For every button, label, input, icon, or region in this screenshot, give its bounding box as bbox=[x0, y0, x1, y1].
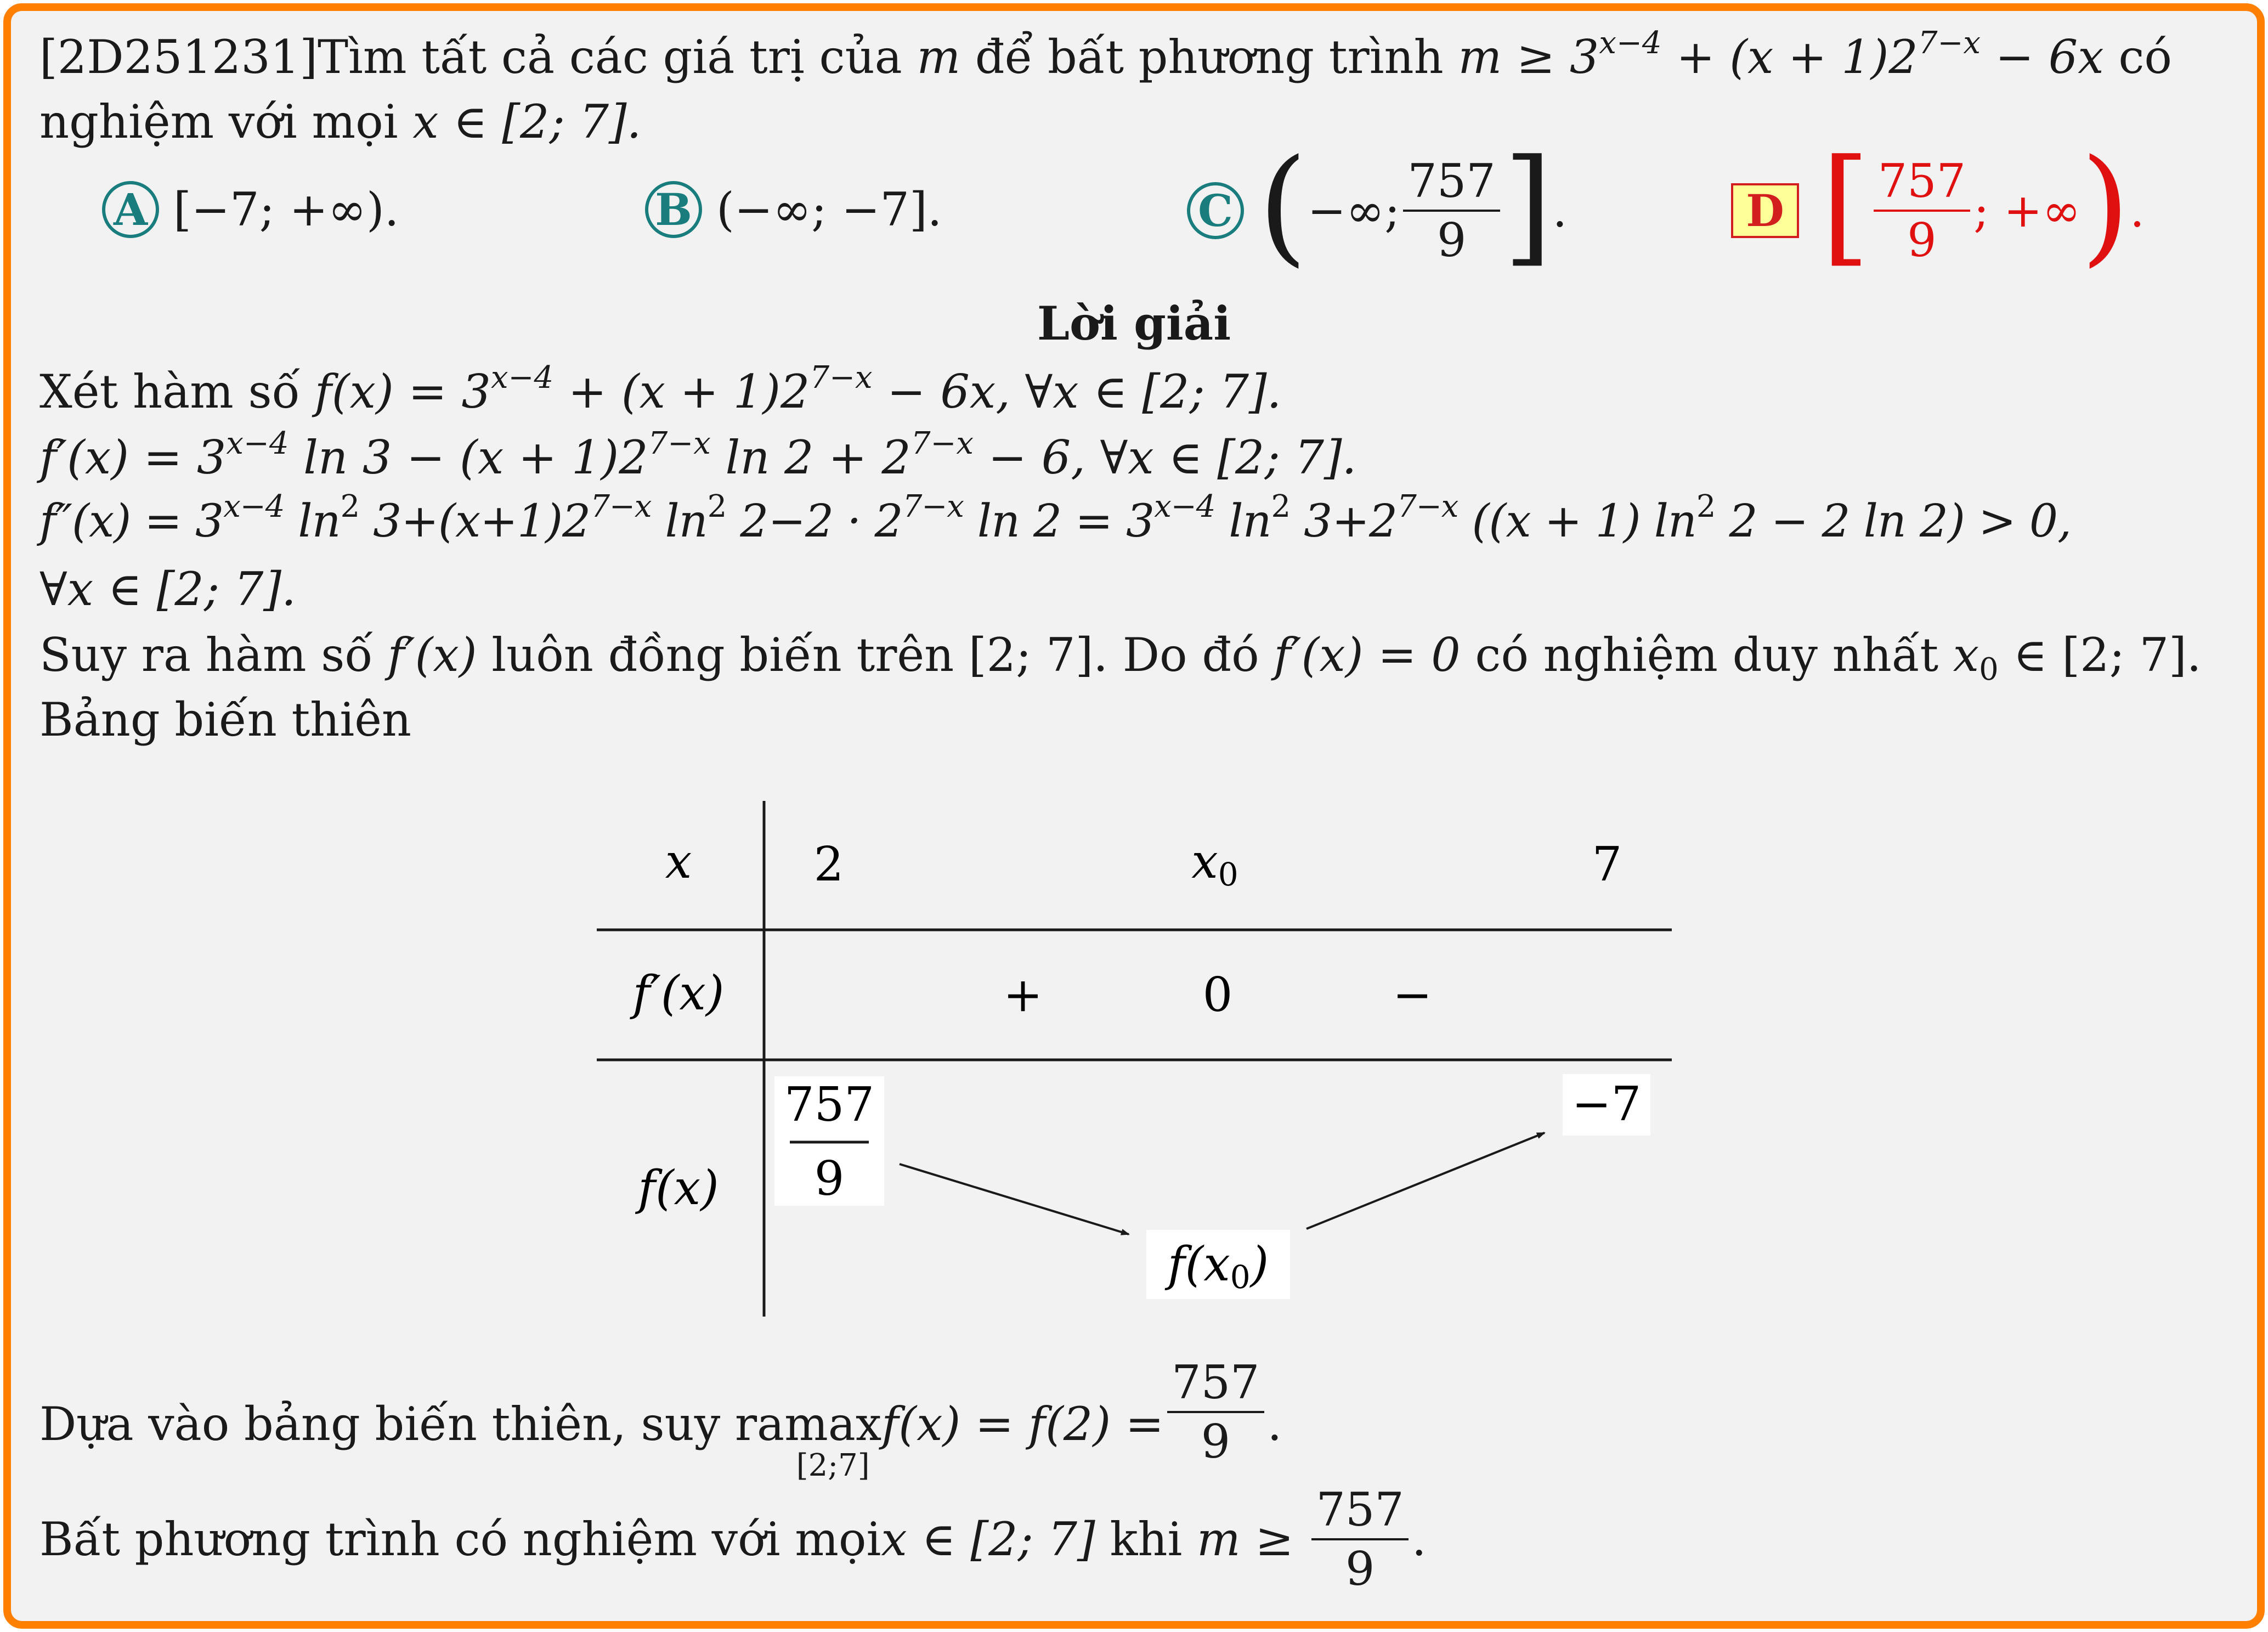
row-x-label: x bbox=[665, 834, 692, 889]
problem-text: có bbox=[2103, 30, 2172, 84]
f-start-numerator: 757 bbox=[784, 1077, 875, 1132]
solution-text: có nghiệm duy nhất bbox=[1460, 628, 1953, 682]
solution-text: Xét hàm số bbox=[39, 365, 315, 419]
option-a-text: [−7; +∞). bbox=[173, 183, 399, 236]
f-end-value: −7 bbox=[1571, 1077, 1642, 1132]
math: ln 2 + 2 bbox=[710, 431, 911, 484]
math: ln bbox=[284, 495, 341, 547]
ineq-tail: − 6x bbox=[1981, 30, 2104, 84]
max-subscript: [2;7] bbox=[796, 1448, 870, 1483]
fraction bbox=[1167, 1356, 1264, 1469]
denominator: 9 bbox=[1907, 213, 1937, 267]
exponent: 7−x bbox=[910, 426, 974, 461]
math: f′(x) = 0 bbox=[1274, 628, 1461, 682]
math: 2 − 2 ln 2) > 0, bbox=[1715, 495, 2072, 547]
math: 2−2 · 2 bbox=[726, 495, 903, 547]
exponent: x−4 bbox=[1154, 489, 1215, 524]
paren-open: ( bbox=[1258, 133, 1308, 279]
math: f″(x) = 3 bbox=[39, 495, 224, 547]
math: ∀x ∈ [2; 7]. bbox=[39, 562, 296, 616]
denominator: 9 bbox=[1345, 1542, 1375, 1596]
numerator: 757 bbox=[1874, 158, 1970, 212]
solution-text: Suy ra hàm số bbox=[39, 628, 388, 682]
option-d-text: ; +∞ bbox=[1973, 183, 2081, 238]
solution-text: ∈ [2; 7]. bbox=[1998, 628, 2202, 682]
numerator: 757 bbox=[1167, 1359, 1264, 1413]
math: − 6, ∀x ∈ [2; 7]. bbox=[973, 431, 1357, 484]
solution-text: luôn đồng biến trên [2; 7]. Do đó bbox=[477, 628, 1274, 682]
decrease-arrow bbox=[900, 1164, 1129, 1234]
exponent: x−4 bbox=[223, 489, 285, 524]
exponent: 2 bbox=[1696, 489, 1716, 524]
conclusion-line-1 bbox=[39, 1356, 1282, 1483]
period: . bbox=[1411, 1512, 1427, 1566]
f-min-text: f(x bbox=[1167, 1237, 1230, 1292]
max-operator bbox=[784, 1397, 882, 1483]
row-fprime-label: f′(x) bbox=[632, 966, 725, 1021]
exponent: x−4 bbox=[226, 426, 289, 461]
f-start-denominator: 9 bbox=[814, 1151, 845, 1206]
problem-text: Tìm tất cả các giá trị của bbox=[318, 30, 917, 84]
sign-positive: + bbox=[1003, 968, 1043, 1023]
option-d-badge[interactable]: D bbox=[1731, 183, 1799, 238]
math: f(x) = 3 bbox=[314, 365, 491, 419]
exponent: 7−x bbox=[1397, 489, 1458, 524]
row-f-label: f(x) bbox=[638, 1161, 719, 1216]
option-c-text: −∞; bbox=[1307, 183, 1400, 238]
math: − 6x, ∀x ∈ [2; 7]. bbox=[872, 365, 1282, 419]
problem-text: nghiệm với mọi bbox=[39, 95, 413, 149]
math: x ∈ [2; 7] bbox=[881, 1512, 1095, 1566]
ineq-mid: + (x + 1)2 bbox=[1661, 30, 1918, 84]
denominator: 9 bbox=[1436, 213, 1467, 267]
exponent: 2 bbox=[707, 489, 727, 524]
exponent: 7−x bbox=[590, 489, 652, 524]
solution-text: Dựa vào bảng biến thiên, suy ra bbox=[39, 1397, 785, 1451]
bracket-close: ] bbox=[1503, 133, 1553, 279]
math: ln bbox=[1215, 495, 1271, 547]
sign-zero: 0 bbox=[1202, 968, 1233, 1023]
math: f′(x) bbox=[387, 628, 477, 682]
exponent: 2 bbox=[340, 489, 360, 524]
numerator: 757 bbox=[1403, 158, 1500, 212]
exponent: 7−x bbox=[810, 360, 873, 396]
exponent: x−4 bbox=[1599, 25, 1662, 61]
x-value-end: 7 bbox=[1592, 837, 1622, 892]
f-min-close: ) bbox=[1250, 1237, 1269, 1292]
subscript: 0 bbox=[1979, 652, 1999, 687]
option-b-badge[interactable]: B bbox=[645, 181, 702, 238]
f-min-subscript: 0 bbox=[1230, 1258, 1251, 1296]
max-label: max bbox=[784, 1397, 882, 1451]
solution-title: Lời giải bbox=[1037, 296, 1231, 351]
domain-expression: x ∈ [2; 7]. bbox=[412, 95, 642, 149]
math: 3+2 bbox=[1290, 495, 1398, 547]
conclusion-line-2 bbox=[39, 1483, 1427, 1596]
paren-close: ) bbox=[2080, 133, 2130, 279]
f-min-value bbox=[1164, 1237, 1269, 1296]
x-value-x0 bbox=[1191, 834, 1238, 893]
exponent: x−4 bbox=[490, 360, 554, 396]
x-value-start: 2 bbox=[813, 837, 844, 892]
period: . bbox=[1267, 1397, 1282, 1451]
option-b-text: (−∞; −7]. bbox=[716, 183, 942, 236]
math: f(x) = f(2) = bbox=[881, 1397, 1164, 1451]
math: m ≥ bbox=[1197, 1512, 1309, 1566]
option-c-badge[interactable]: C bbox=[1187, 182, 1244, 239]
math: 3+(x+1)2 bbox=[359, 495, 591, 547]
option-a-badge[interactable]: A bbox=[102, 181, 159, 238]
problem-text: để bất phương trình bbox=[960, 30, 1458, 84]
denominator: 9 bbox=[1201, 1415, 1231, 1469]
exponent: 7−x bbox=[648, 426, 711, 461]
math: x bbox=[1953, 628, 1979, 682]
exponent: 7−x bbox=[902, 489, 964, 524]
math: ln 3 − (x + 1)2 bbox=[289, 431, 648, 484]
math: + (x + 1)2 bbox=[553, 365, 810, 419]
period: . bbox=[1552, 183, 1568, 238]
solution-text: khi bbox=[1095, 1512, 1197, 1566]
math: ln 2 = 3 bbox=[963, 495, 1155, 547]
exponent: 2 bbox=[1271, 489, 1291, 524]
math: ln bbox=[651, 495, 708, 547]
solution-text: Bất phương trình có nghiệm với mọi bbox=[39, 1512, 881, 1566]
numerator: 757 bbox=[1311, 1487, 1408, 1540]
x0-base: x bbox=[1191, 834, 1218, 889]
ineq-lhs: m ≥ 3 bbox=[1458, 30, 1599, 84]
x0-subscript: 0 bbox=[1218, 856, 1238, 893]
sign-negative: − bbox=[1392, 968, 1433, 1023]
increase-arrow bbox=[1306, 1133, 1545, 1229]
period: . bbox=[2130, 183, 2145, 238]
math: ((x + 1) ln bbox=[1458, 495, 1696, 547]
exponent: 7−x bbox=[1918, 25, 1981, 61]
var-m: m bbox=[917, 30, 961, 84]
table-heading: Bảng biến thiên bbox=[39, 693, 412, 747]
bracket-open: [ bbox=[1821, 133, 1870, 279]
problem-code: [2D251231] bbox=[39, 30, 318, 84]
math: f′(x) = 3 bbox=[39, 431, 227, 484]
fraction bbox=[1311, 1483, 1408, 1596]
